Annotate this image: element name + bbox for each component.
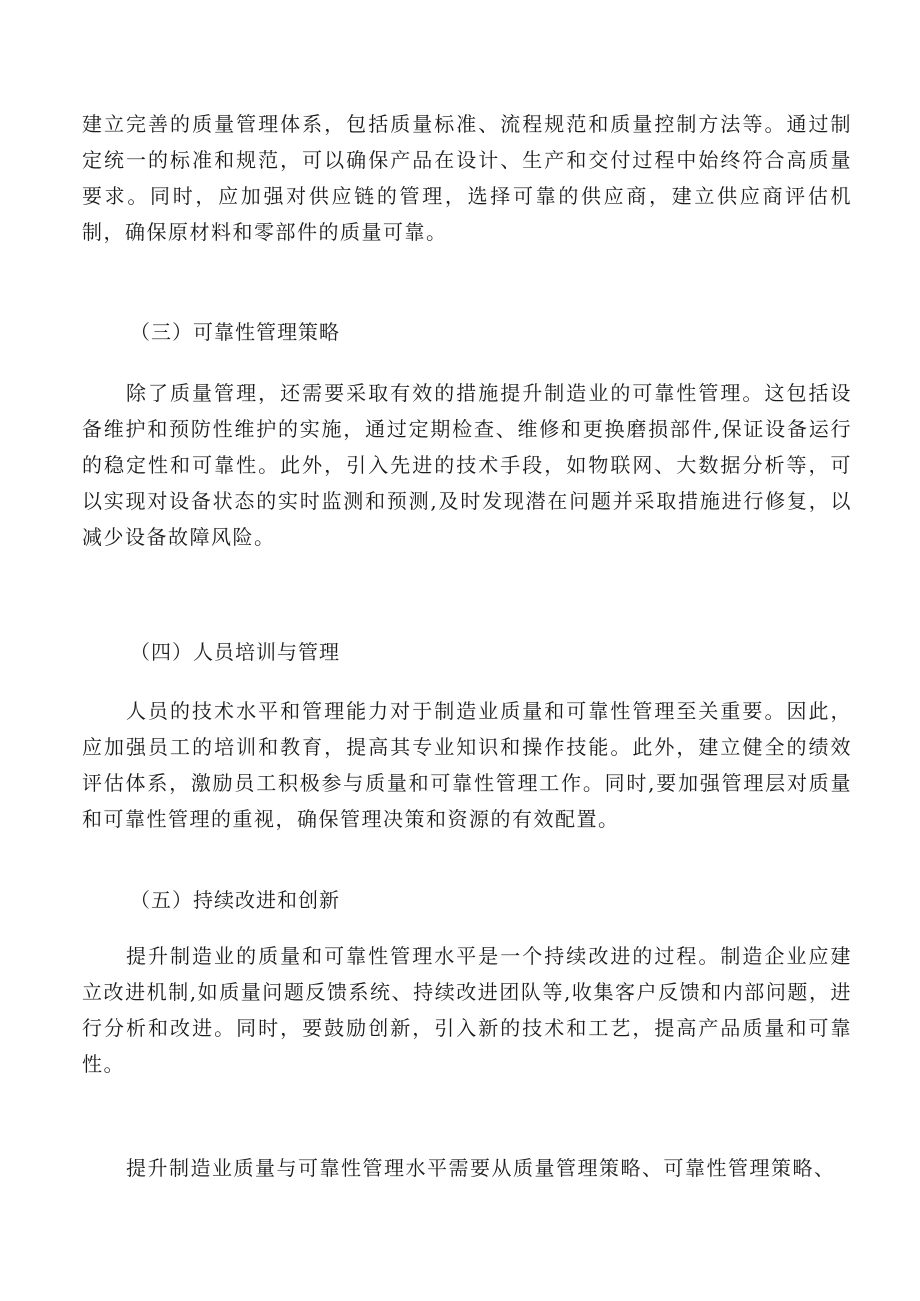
- section-heading-continuous-improvement: （五）持续改进和创新: [130, 888, 340, 912]
- paragraph-summary: 提升制造业质量与可靠性管理水平需要从质量管理策略、可靠性管理策略、: [126, 1156, 836, 1180]
- paragraph-quality-system: 建立完善的质量管理体系，包括质量标准、流程规范和质量控制方法等。通过制定统一的标准和规范，可以确保产品在设计、生产和交付过程中始终符合高质量要求。同时，应加强对供应链的管理，选择可靠的供应商，建立供应商评估机制，确保原材料和零部件的质量可靠。: [82, 112, 852, 244]
- section-heading-personnel-training: （四）人员培训与管理: [130, 640, 340, 664]
- paragraph-personnel-management: 人员的技术水平和管理能力对于制造业质量和可靠性管理至关重要。因此，应加强员工的培训和教育，提高其专业知识和操作技能。此外，建立健全的绩效评估体系，激励员工积极参与质量和可靠性管理工作。同时,要加强管理层对质量和可靠性管理的重视，确保管理决策和资源的有效配置。: [82, 699, 852, 831]
- paragraph-reliability-management: 除了质量管理，还需要采取有效的措施提升制造业的可靠性管理。这包括设备维护和预防性维护的实施，通过定期检查、维修和更换磨损部件,保证设备运行的稳定性和可靠性。此外，引入先进的技术手段，如物联网、大数据分析等，可以实现对设备状态的实时监测和预测,及时发现潜在问题并采取措施进行修复，以减少设备故障风险。: [82, 381, 852, 549]
- section-heading-reliability-strategy: （三）可靠性管理策略: [130, 320, 340, 344]
- paragraph-continuous-improvement: 提升制造业的质量和可靠性管理水平是一个持续改进的过程。制造企业应建立改进机制,如质量问题反馈系统、持续改进团队等,收集客户反馈和内部问题，进行分析和改进。同时，要鼓励创新，引入新的技术和工艺，提高产品质量和可靠性。: [82, 944, 852, 1076]
